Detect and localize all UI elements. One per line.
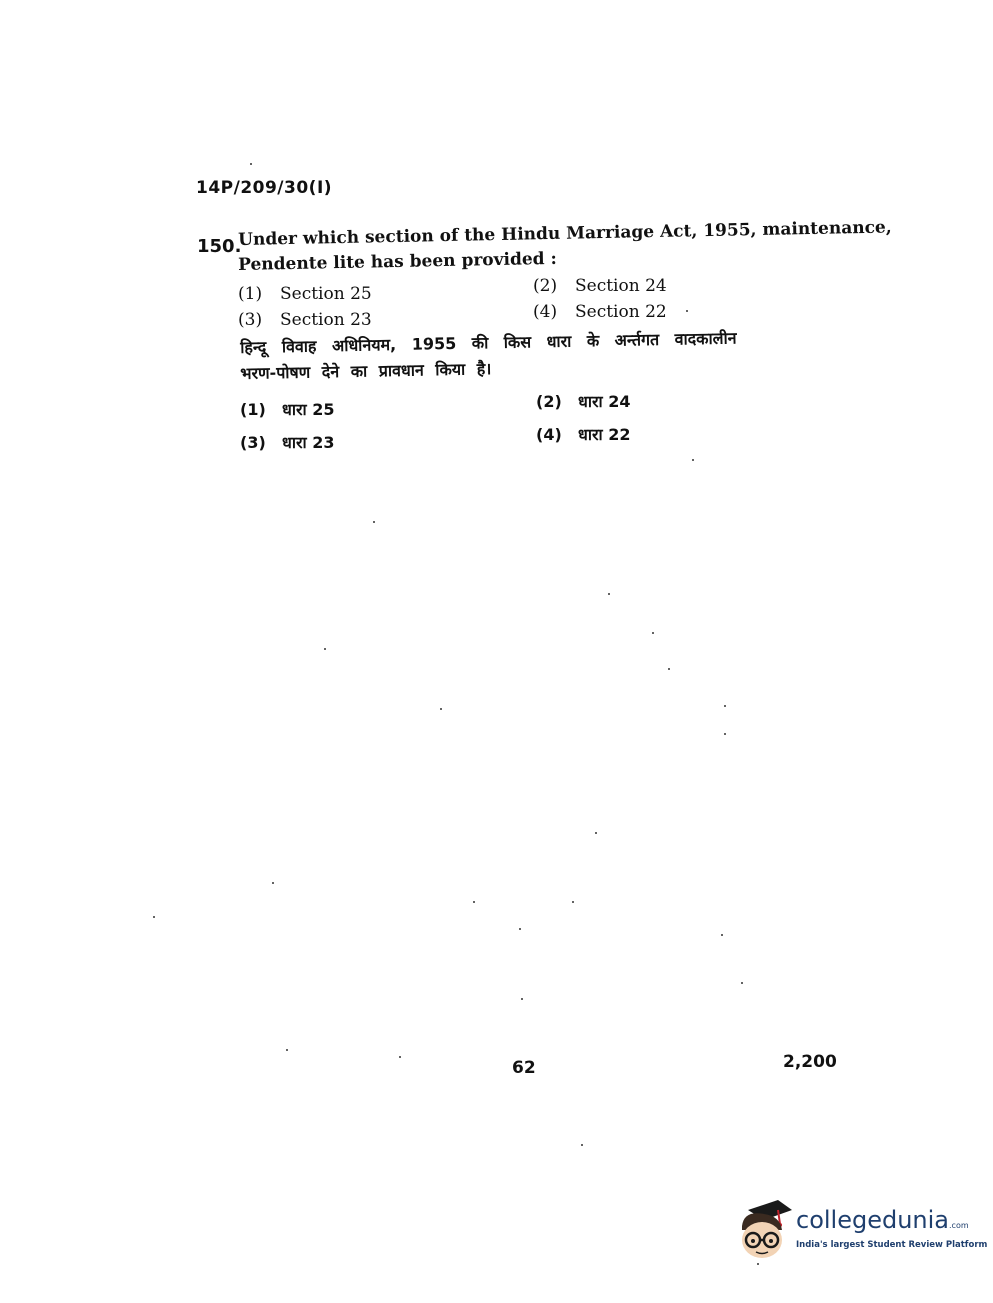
english-option-3 [238, 310, 372, 330]
question-text-english-line1: Under which section of the Hindu Marriage Act, 1955, maintenance, [238, 217, 892, 250]
option-number: (3) [240, 433, 266, 452]
hindi-option-3 [240, 431, 335, 453]
question-text-hindi-line1: हिन्दू विवाह अधिनियम, 1955 की किस धारा के अर्न्तगत वादकालीन [240, 328, 737, 357]
option-text: Section 23 [280, 310, 372, 330]
english-option-4 [533, 302, 667, 322]
option-number: (2) [533, 276, 558, 296]
paper-code: 14P/209/30(I) [196, 178, 333, 198]
logo-brand-suffix: .com [949, 1221, 969, 1230]
english-option-2 [533, 276, 667, 296]
page-number: 62 [512, 1058, 536, 1078]
logo-tagline: India's largest Student Review Platform [796, 1240, 988, 1250]
question-text-english-line2: Pendente lite has been provided : [238, 248, 557, 275]
option-text: Section 25 [280, 284, 372, 304]
hindi-option-4 [536, 423, 631, 445]
option-number: (1) [238, 284, 263, 304]
mascot-with-graduation-cap-icon [734, 1196, 794, 1260]
option-number: (3) [238, 310, 263, 330]
option-text: धारा 24 [578, 392, 631, 411]
option-text: धारा 25 [282, 400, 335, 419]
collegedunia-logo[interactable] [734, 1196, 988, 1266]
option-number: (2) [536, 392, 562, 411]
logo-wordmark [796, 1206, 969, 1234]
logo-brand-text: collegedunia [796, 1206, 950, 1234]
option-text: Section 22 [575, 302, 667, 322]
copy-count: 2,200 [783, 1052, 837, 1072]
hindi-option-1 [240, 398, 335, 420]
question-number: 150. [197, 236, 242, 257]
option-text: धारा 22 [578, 425, 631, 444]
option-text: धारा 23 [282, 433, 335, 452]
hindi-option-2 [536, 390, 631, 412]
option-number: (4) [533, 302, 558, 322]
english-option-1 [238, 284, 372, 304]
question-text-hindi-line2: भरण-पोषण देने का प्रावधान किया है। [240, 359, 492, 383]
option-text: Section 24 [575, 276, 667, 296]
option-number: (1) [240, 400, 266, 419]
option-number: (4) [536, 425, 562, 444]
